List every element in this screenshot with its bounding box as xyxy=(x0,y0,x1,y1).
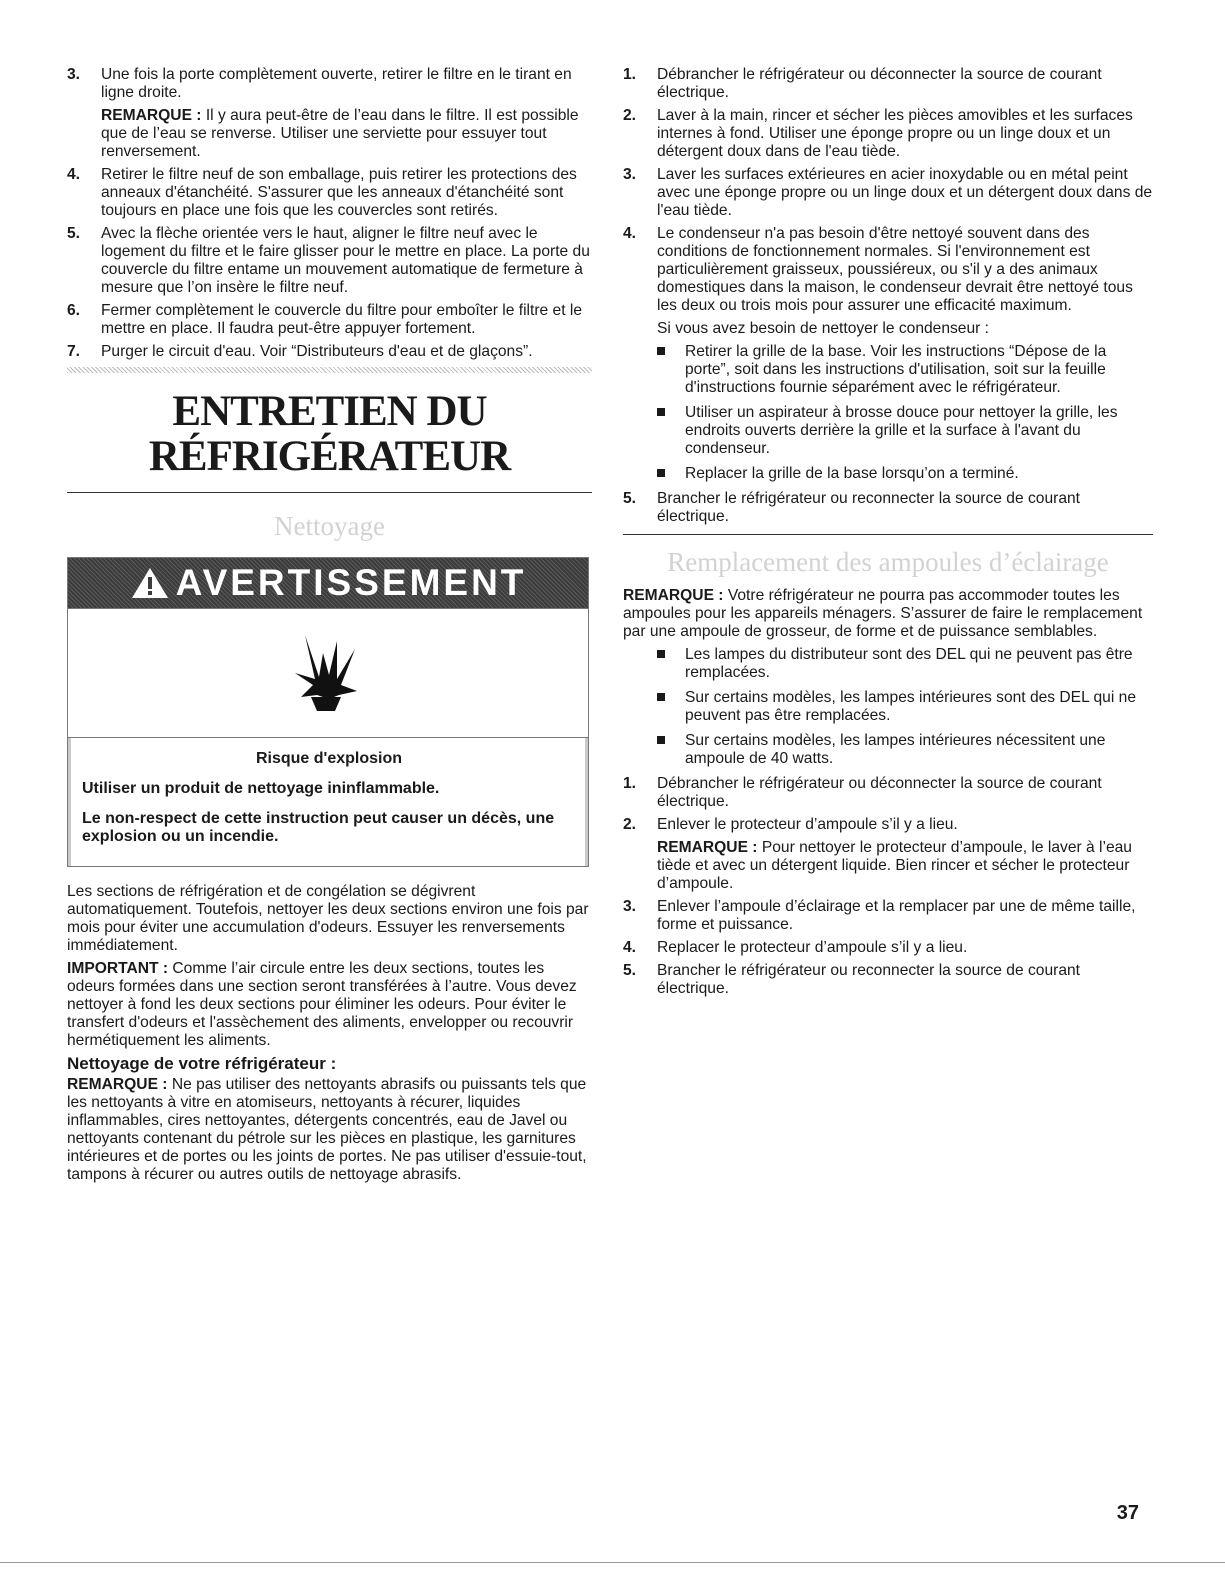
remark-label: REMARQUE : xyxy=(657,839,758,856)
step-number: 6. xyxy=(67,302,81,319)
bulb-step-1 xyxy=(623,775,1153,811)
step-number: 2. xyxy=(623,107,637,124)
bulb-step-2 xyxy=(623,816,1153,834)
step-number: 5. xyxy=(623,490,637,507)
bullet-text: Les lampes du distributeur sont des DEL qui ne peuvent pas être remplacées. xyxy=(685,646,1133,681)
step-text: Enlever le protecteur d’ampoule s’il y a lieu. xyxy=(657,816,958,833)
step-text: Enlever l’ampoule d’éclairage et la remplacer par une de même taille, forme et puissance. xyxy=(657,898,1136,933)
step-text: Avec la flèche orientée vers le haut, aligner le filtre neuf avec le logement du filtre et le faire glisser pour le mettre en place. La porte du couvercle du filtre entame un mouvement automatique de fermeture à mesure que l’on insère le filtre neuf. xyxy=(101,225,590,296)
important-paragraph xyxy=(67,960,592,1050)
main-title-line-2: RÉFRIGÉRATEUR xyxy=(148,433,511,480)
bullet-text: Replacer la grille de la base lorsqu’on a terminé. xyxy=(685,465,1019,482)
important-text: Comme l’air circule entre les deux sections, toutes les odeurs formées dans une section seront transférées à l’autre. Vous devez nettoyer à fond les deux sections pour éliminer les odeurs. Pour éviter le transfert d'odeurs et l'assèchement des aliments, envelopper ou recouvrir hermétiquement les aliments. xyxy=(67,960,577,1049)
condenser-bullets xyxy=(657,343,1153,483)
warning-box xyxy=(67,557,589,867)
bulb-step-5 xyxy=(623,962,1153,998)
cleaning-remark xyxy=(67,1076,592,1184)
section-divider xyxy=(623,534,1153,535)
bulb-step-3 xyxy=(623,898,1153,934)
warning-risk: Risque d'explosion xyxy=(255,750,403,767)
step-number: 1. xyxy=(623,66,637,83)
filter-step-6 xyxy=(67,302,592,338)
step-number: 3. xyxy=(623,898,637,915)
remark-text: Il y aura peut-être de l’eau dans le filtre. Il est possible que de l’eau se renverse. Utiliser une serviette pour essuyer tout renversement. xyxy=(101,107,579,160)
bullet-text: Sur certains modèles, les lampes intérieures nécessitent une ampoule de 40 watts. xyxy=(685,732,1106,767)
step-text: Débrancher le réfrigérateur ou déconnecter la source de courant électrique. xyxy=(657,775,1102,810)
bullet-square-icon xyxy=(657,693,665,701)
step-number: 3. xyxy=(67,66,81,83)
cleaning-step-5 xyxy=(623,490,1153,526)
step-text: Purger le circuit d'eau. Voir “Distributeurs d'eau et de glaçons”. xyxy=(101,343,533,360)
cleaning-step-1 xyxy=(623,66,1153,102)
explosion-icon-area xyxy=(68,609,588,738)
warning-header xyxy=(68,558,588,609)
step-text: Le condenseur n'a pas besoin d'être nettoyé souvent dans des conditions de fonctionnement normales. Si l'environnement est particulièrement graisseux, poussiéreux, ou s'il y a des animaux domestiques dans la maison, le condenseur devrait être nettoyé tous les deux ou trois mois pour assurer une efficacité maximum. xyxy=(657,225,1133,314)
right-column xyxy=(623,66,1153,1003)
filter-step-5 xyxy=(67,225,592,297)
remark-label: REMARQUE : xyxy=(101,107,202,124)
list-item xyxy=(657,646,1153,682)
main-title xyxy=(67,389,592,479)
warning-text xyxy=(68,738,588,866)
bullet-square-icon xyxy=(657,469,665,477)
step-number: 4. xyxy=(623,939,637,956)
list-item xyxy=(657,343,1153,397)
step-text: Laver les surfaces extérieures en acier inoxydable ou en métal peint avec une éponge propre ou un linge doux et un détergent doux dans de l'eau tiède. xyxy=(657,166,1153,219)
list-item xyxy=(657,689,1153,725)
step-text: Fermer complètement le couvercle du filtre pour emboîter le filtre et le mettre en place. Il faudra peut-être appuyer fortement. xyxy=(101,302,583,337)
section-title-bulbs: Remplacement des ampoules d’éclairage xyxy=(667,547,1109,577)
bullet-square-icon xyxy=(657,650,665,658)
remark-label: REMARQUE : xyxy=(67,1076,168,1093)
page-number: 37 xyxy=(1116,1502,1139,1524)
step-number: 1. xyxy=(623,775,637,792)
step-text: Laver à la main, rincer et sécher les pièces amovibles et les surfaces internes à fond. Utiliser une éponge propre ou un linge doux et un détergent doux dans de l'eau tiède. xyxy=(657,107,1133,160)
filter-remark xyxy=(67,107,592,161)
stripe-divider xyxy=(67,367,592,373)
remark-label: REMARQUE : xyxy=(623,587,724,604)
warning-instruction: Utiliser un produit de nettoyage ininflammable. xyxy=(82,780,440,797)
list-item xyxy=(657,404,1153,458)
warning-triangle-icon xyxy=(130,566,170,600)
bullet-square-icon xyxy=(657,408,665,416)
step-text: Retirer le filtre neuf de son emballage, puis retirer les protections des anneaux d'étanchéité. S'assurer que les anneaux d'étanchéité sont toujours en place une fois que les couvercles sont retirés. xyxy=(101,166,577,219)
filter-step-3 xyxy=(67,66,592,102)
step-text: Brancher le réfrigérateur ou reconnecter la source de courant électrique. xyxy=(657,490,1080,525)
bullet-text: Utiliser un aspirateur à brosse douce pour nettoyer la grille, les endroits ouverts derrière la grille et la surface à l'avant du condenseur. xyxy=(685,404,1118,457)
bulb-bullets xyxy=(657,646,1153,768)
step-text: Débrancher le réfrigérateur ou déconnecter la source de courant électrique. xyxy=(657,66,1102,101)
step-number: 5. xyxy=(623,962,637,979)
list-item xyxy=(657,732,1153,768)
bullet-square-icon xyxy=(657,736,665,744)
bullet-square-icon xyxy=(657,347,665,355)
cleaning-step-2 xyxy=(623,107,1153,161)
step-text: Replacer le protecteur d’ampoule s’il y a lieu. xyxy=(657,939,968,956)
explosion-icon xyxy=(293,633,363,713)
important-label: IMPORTANT : xyxy=(67,960,169,977)
step-number: 2. xyxy=(623,816,637,833)
bottom-rule xyxy=(0,1562,1225,1563)
remark-text: Ne pas utiliser des nettoyants abrasifs ou puissants tels que les nettoyants à vitre en atomiseurs, nettoyants à récurer, liquides inflammables, cires nettoyantes, détergents concentrés, eau de Javel ou nettoyants contenant du pétrole sur les pièces en plastique, les garnitures intérieures et de portes ou les joints de portes. Ne pas utiliser d'essuie-tout, tampons à récurer ou autres outils de nettoyage abrasifs. xyxy=(67,1076,587,1183)
bullet-text: Sur certains modèles, les lampes intérieures sont des DEL qui ne peuvent pas être remplacées. xyxy=(685,689,1137,724)
remark-text: Pour nettoyer le protecteur d’ampoule, le laver à l’eau tiède et avec un détergent liquide. Bien rincer et sécher le protecteur d’ampoule. xyxy=(657,839,1132,892)
step-number: 4. xyxy=(623,225,637,242)
step-text: Une fois la porte complètement ouverte, retirer le filtre en le tirant en ligne droite. xyxy=(101,66,572,101)
defrost-paragraph: Les sections de réfrigération et de congélation se dégivrent automatiquement. Toutefois, nettoyer les deux sections environ une fois par mois pour éviter une accumulation d'odeurs. Essuyer les renversements immédiatement. xyxy=(67,883,589,954)
cleaning-subheading: Nettoyage de votre réfrigérateur : xyxy=(67,1054,337,1073)
main-title-line-1: ENTRETIEN DU xyxy=(172,388,487,435)
section-title-nettoyage: Nettoyage xyxy=(274,511,385,541)
step-number: 4. xyxy=(67,166,81,183)
title-divider xyxy=(67,492,592,493)
step-number: 5. xyxy=(67,225,81,242)
filter-step-7 xyxy=(67,343,592,361)
bullet-text: Retirer la grille de la base. Voir les instructions “Dépose de la porte”, soit dans les instructions d'utilisation, soit sur la feuille d'instructions fournie séparément avec le réfrigérateur. xyxy=(685,343,1107,396)
list-item xyxy=(657,465,1153,483)
condenser-intro: Si vous avez besoin de nettoyer le condenseur : xyxy=(657,320,990,337)
bulb-remark xyxy=(623,839,1153,893)
step-number: 7. xyxy=(67,343,81,360)
warning-title: AVERTISSEMENT xyxy=(175,562,527,603)
filter-step-4 xyxy=(67,166,592,220)
left-column xyxy=(67,66,592,1189)
cleaning-step-4 xyxy=(623,225,1153,315)
remark-text: Votre réfrigérateur ne pourra pas accommoder toutes les ampoules pour les appareils ménagers. S’assurer de faire le remplacement par une ampoule de grosseur, de forme et de puissance semblables. xyxy=(623,587,1143,640)
cleaning-step-3 xyxy=(623,166,1153,220)
step-number: 3. xyxy=(623,166,637,183)
warning-consequence: Le non-respect de cette instruction peut causer un décès, une explosion ou un incendie. xyxy=(82,810,555,845)
bulbs-remark xyxy=(623,587,1153,641)
step-text: Brancher le réfrigérateur ou reconnecter la source de courant électrique. xyxy=(657,962,1080,997)
bulb-step-4 xyxy=(623,939,1153,957)
